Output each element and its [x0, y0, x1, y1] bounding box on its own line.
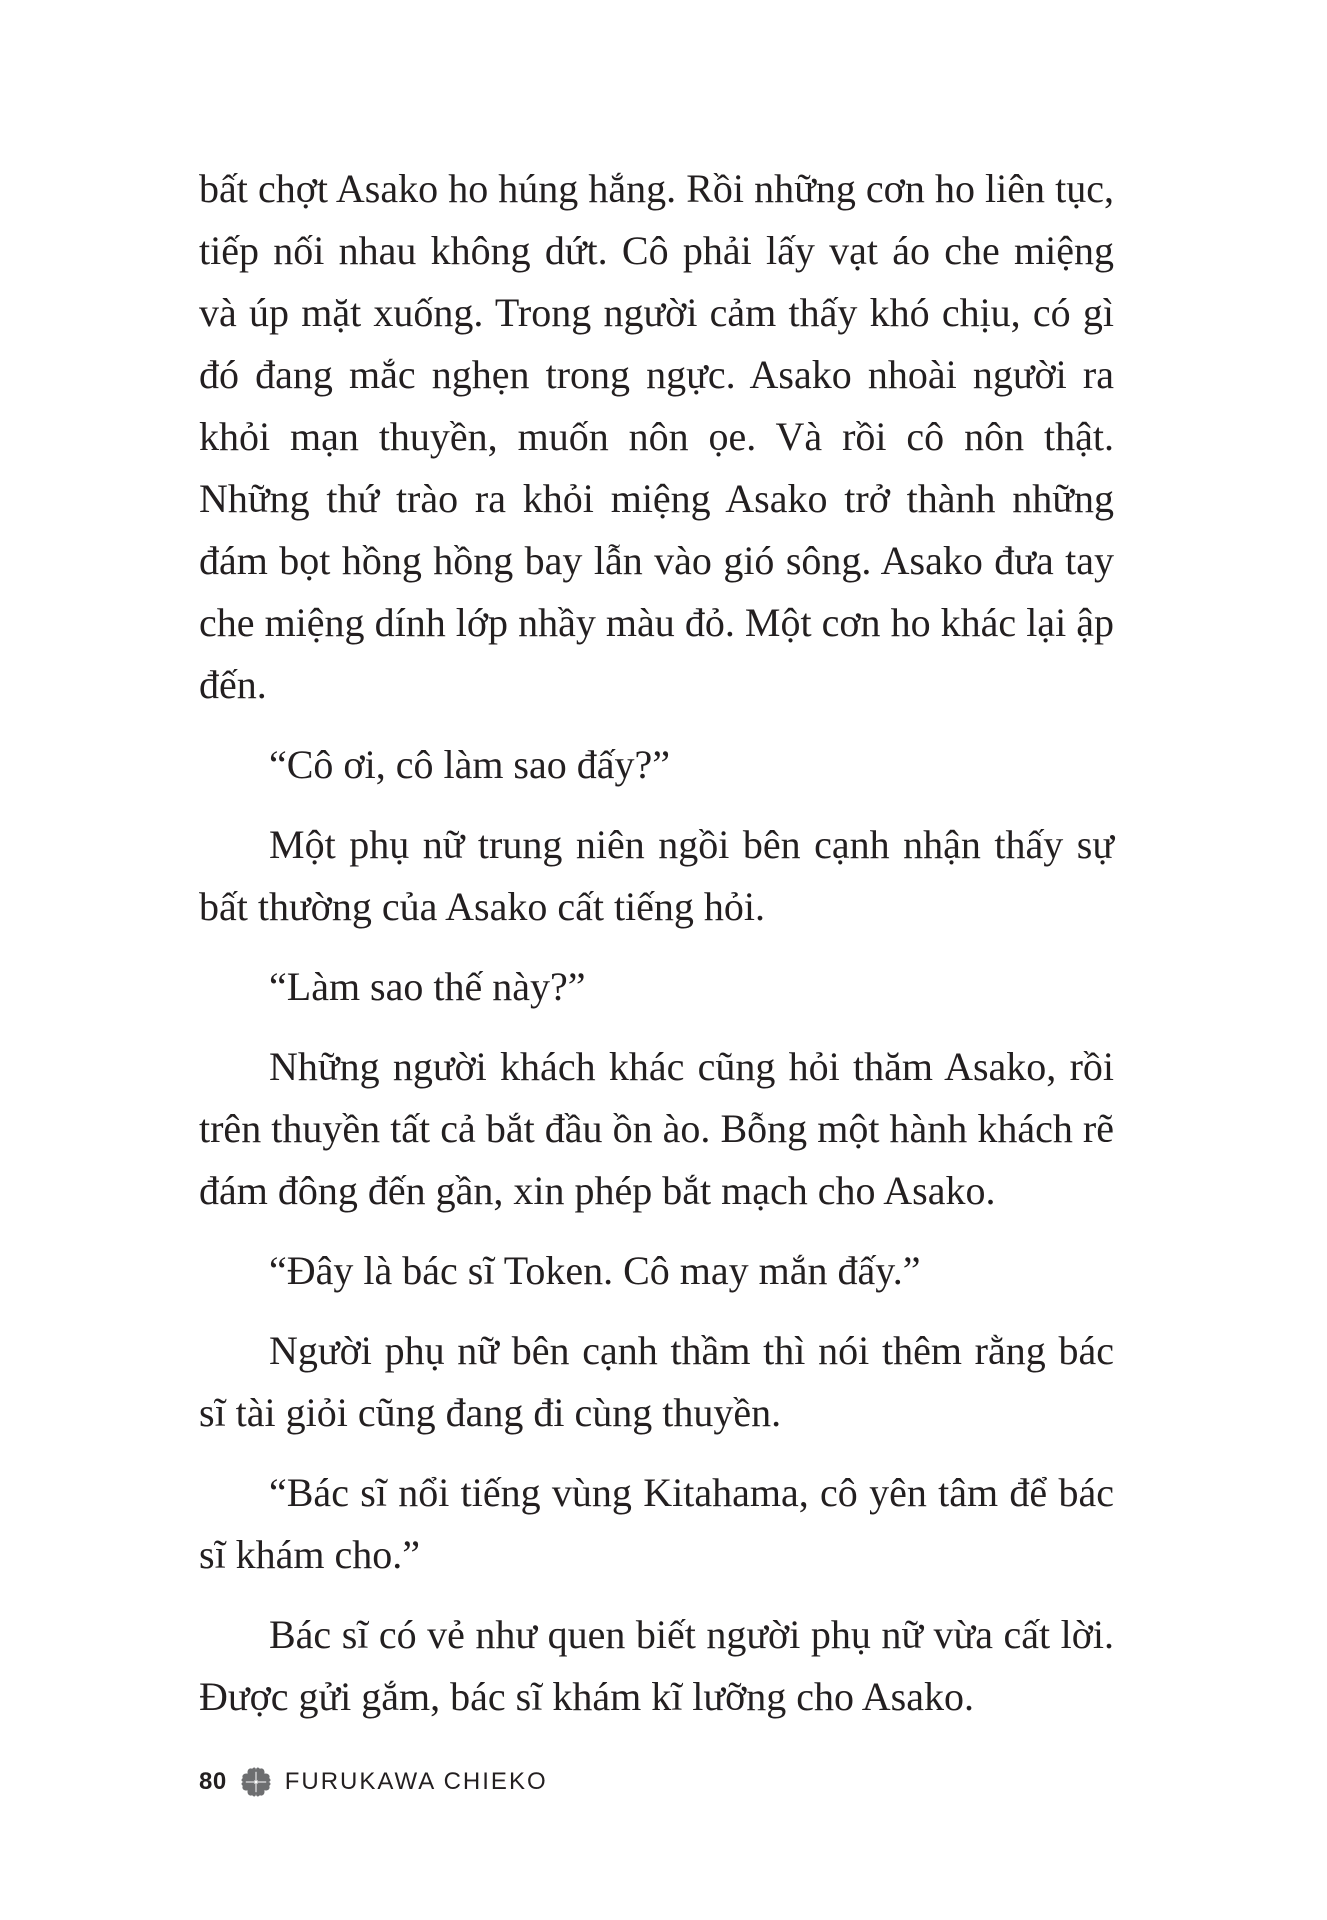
paragraph-8: “Bác sĩ nổi tiếng vùng Kitahama, cô yên tâm để bác sĩ khám cho.”	[199, 1470, 1114, 1577]
paragraph-1: bất chợt Asako ho húng hắng. Rồi những cơn ho liên tục, tiếp nối nhau không dứt. Cô phải lấy vạt áo che miệng và úp mặt xuống. Trong người cảm thấy khó chịu, có gì đó đang mắc nghẹn trong ngực. Asako nhoài người ra khỏi mạn thuyền, muốn nôn ọe. Và rồi cô nôn thật. Những thứ trào ra khỏi miệng Asako trở thành những đám bọt hồng hồng bay lẫn vào gió sông. Asako đưa tay che miệng dính lớp nhầy màu đỏ. Một cơn ho khác lại ập đến.	[199, 166, 1114, 707]
page-number: 80	[199, 1768, 227, 1795]
paragraph-6: “Đây là bác sĩ Token. Cô may mắn đấy.”	[269, 1248, 921, 1293]
page-body	[199, 158, 1114, 1746]
paragraph-7: Người phụ nữ bên cạnh thầm thì nói thêm rằng bác sĩ tài giỏi cũng đang đi cùng thuyền.	[199, 1328, 1114, 1435]
paragraph-5: Những người khách khác cũng hỏi thăm Asako, rồi trên thuyền tất cả bắt đầu ồn ào. Bỗng một hành khách rẽ đám đông đến gần, xin phép bắt mạch cho Asako.	[199, 1044, 1114, 1213]
paragraph-9: Bác sĩ có vẻ như quen biết người phụ nữ vừa cất lời. Được gửi gắm, bác sĩ khám kĩ lưỡng cho Asako.	[199, 1612, 1114, 1719]
page-footer	[199, 1762, 548, 1802]
paragraph-3: Một phụ nữ trung niên ngồi bên cạnh nhận thấy sự bất thường của Asako cất tiếng hỏi.	[199, 822, 1114, 929]
clover-icon	[239, 1765, 273, 1799]
author-name: FURUKAWA CHIEKO	[284, 1768, 548, 1795]
paragraph-4: “Làm sao thế này?”	[269, 964, 586, 1009]
paragraph-2: “Cô ơi, cô làm sao đấy?”	[269, 742, 671, 787]
